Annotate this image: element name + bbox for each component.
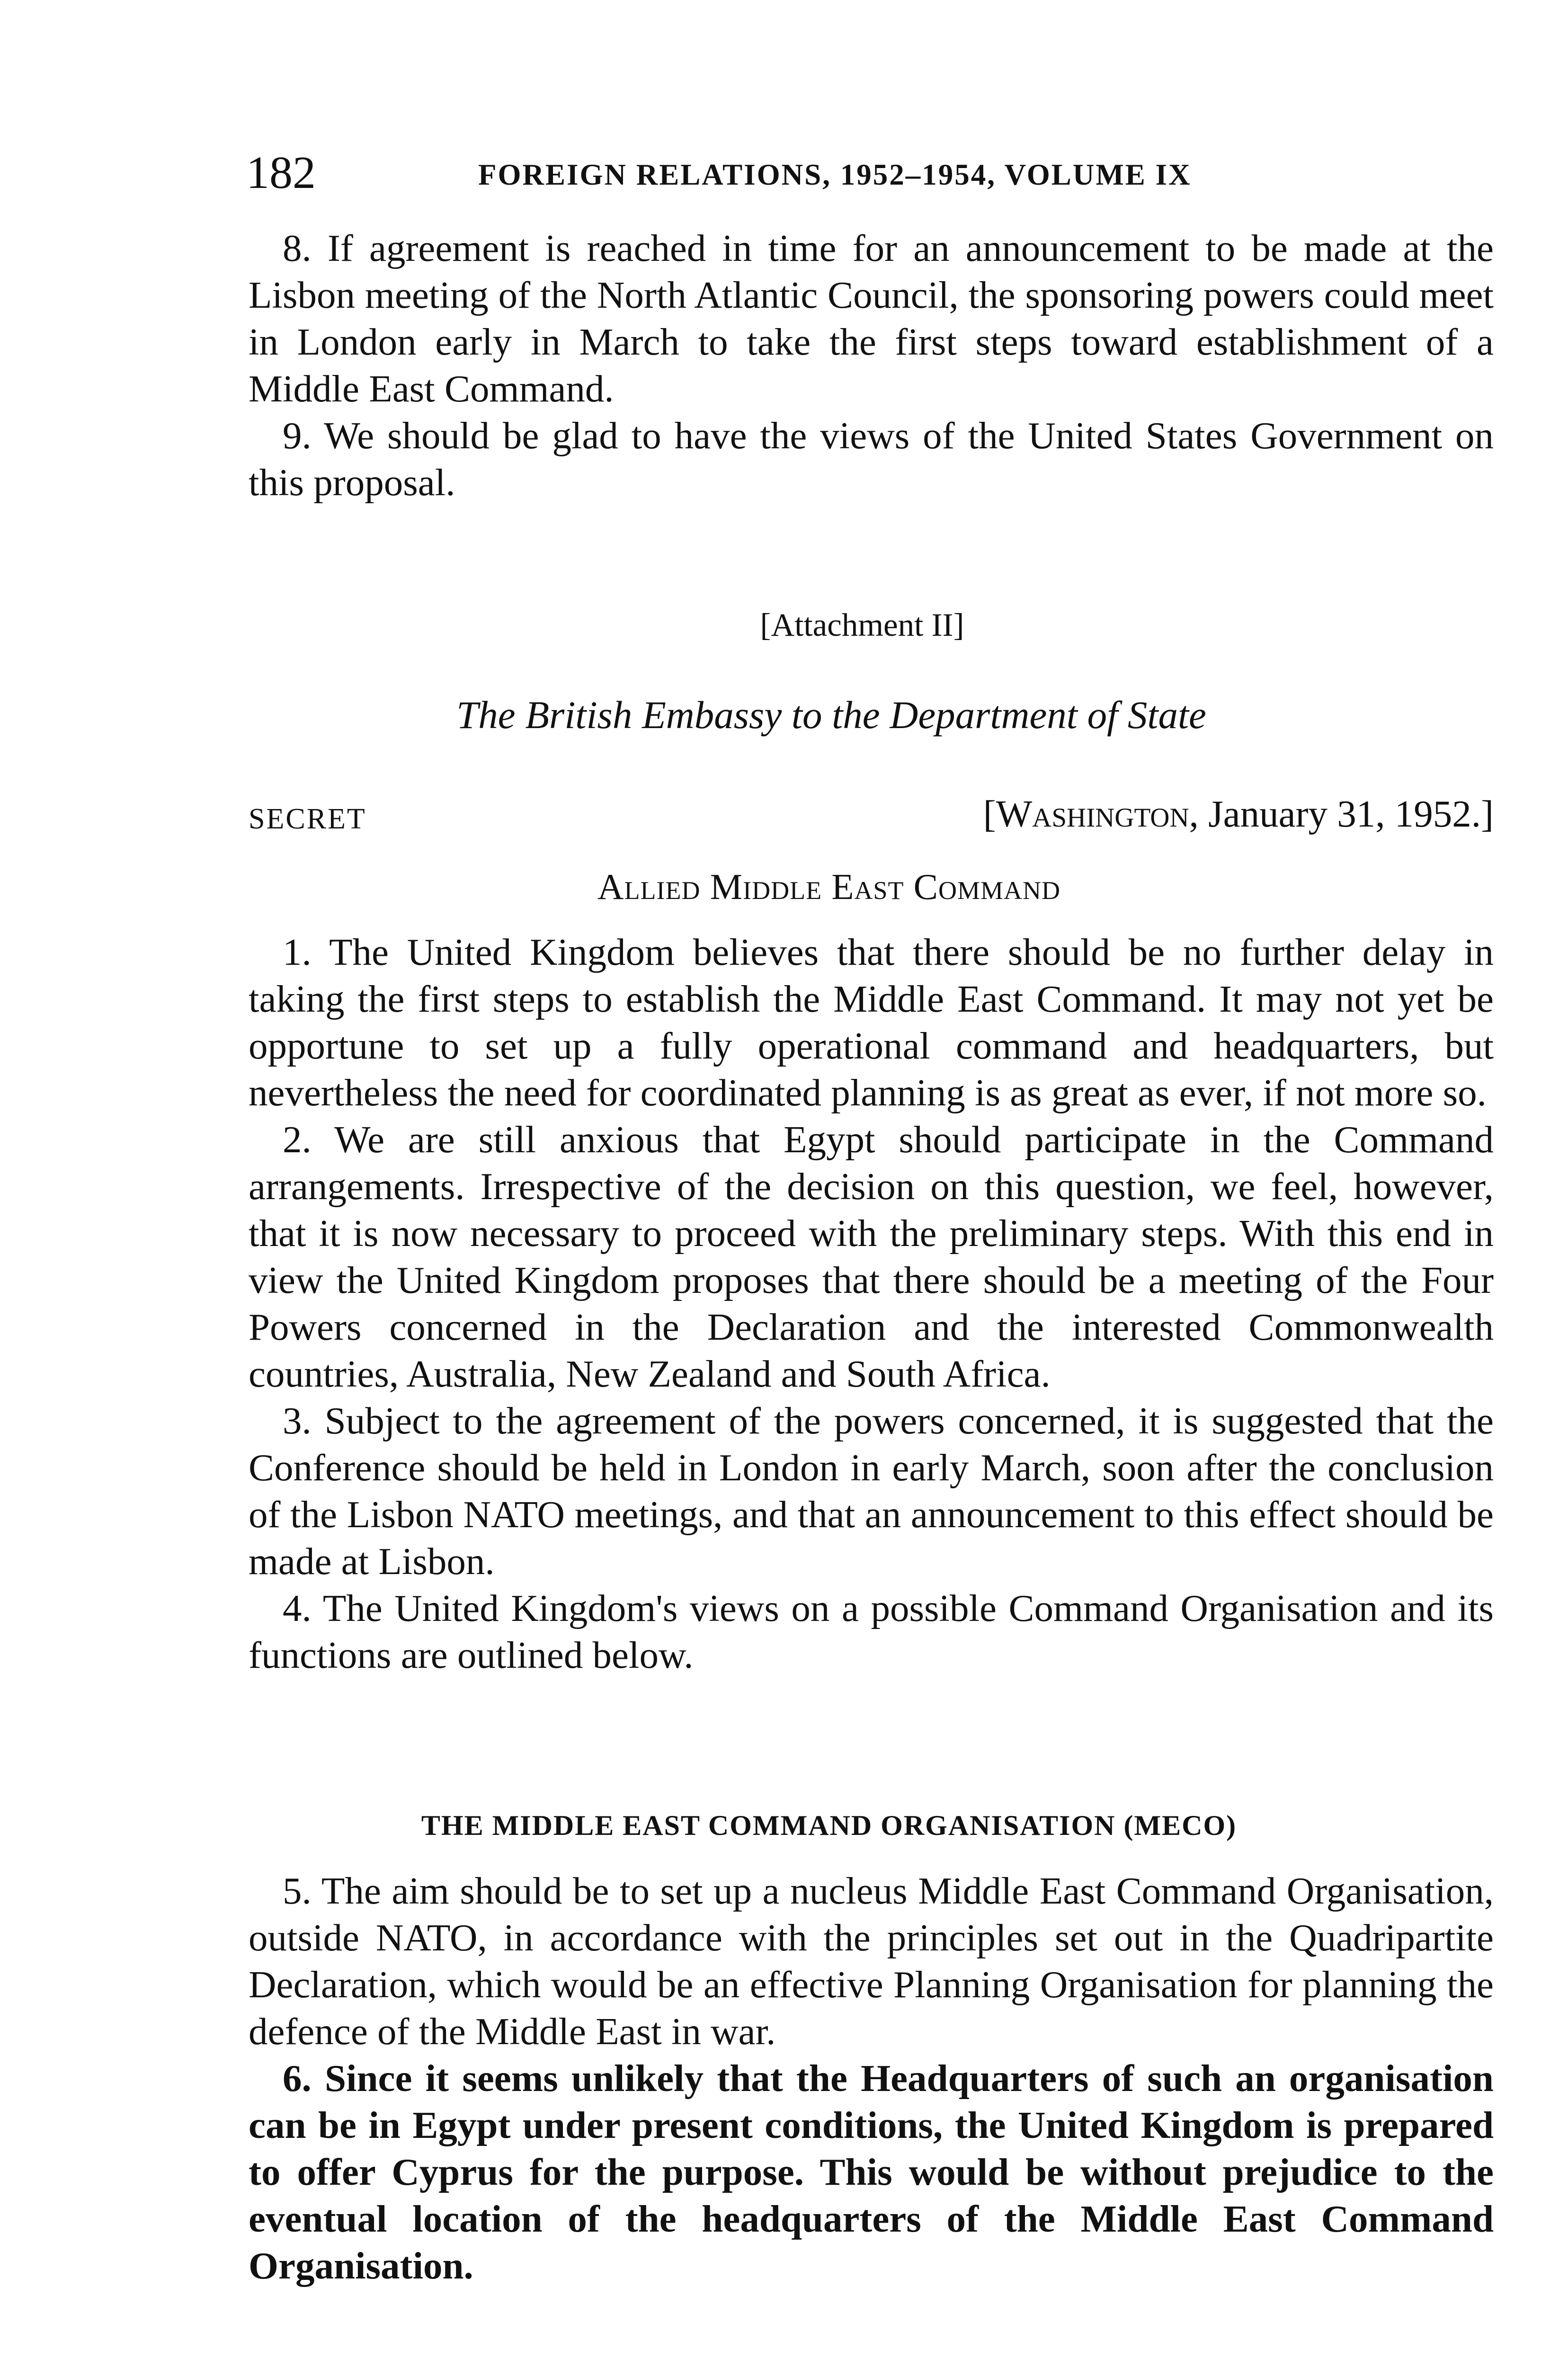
section-title: Allied Middle East Command [597,866,1061,907]
document-title: The British Embassy to the Department of State [456,693,1206,737]
attachment-label: [Attachment II] [760,607,964,643]
paragraph-5: 5. The aim should be to set up a nucleus Middle East Command Organisation, outside NATO, in accordance with the principles set out in the Quadripartite Declaration, which would be an effective Planning Organisation for planning the defence of the Middle East in war. [249,1869,1494,2053]
dateline [983,788,1494,840]
running-head: FOREIGN RELATIONS, 1952–1954, VOLUME IX [478,158,1192,191]
dateline-open: [ [983,792,996,835]
paragraph-9: 9. We should be glad to have the views of the United States Government on this proposal. [249,414,1494,504]
meco-subheading: THE MIDDLE EAST COMMAND ORGANISATION (MECO) [421,1810,1237,1841]
page-number: 182 [246,147,316,198]
page-header [246,142,1382,204]
paragraph-2: 2. We are still anxious that Egypt should participate in the Command arrangements. Irrespective of the decision on this question, we feel, however, that it is now necessary to proceed with the preliminary steps. With this end in view the United Kingdom proposes that there should be a meeting of the Four Powers concerned in the Declaration and the interested Commonwealth countries, Australia, New Zealand and South Africa. [249,1118,1494,1395]
classification-marking: SECRET [249,803,366,835]
paragraph-4: 4. The United Kingdom's views on a possible Command Organisation and its functions are outlined below. [249,1587,1494,1676]
body-paragraphs [249,929,1494,1679]
dateline-date: , January 31, 1952.] [1189,792,1494,835]
paragraph-8: 8. If agreement is reached in time for an announcement to be made at the Lisbon meeting of the North Atlantic Council, the sponsoring powers could meet in London early in March to take the first steps toward establishment of a Middle East Command. [249,227,1494,410]
meco-paragraphs [249,1868,1494,2289]
dateline-place: Washington [996,792,1189,835]
intro-paragraphs [249,225,1494,506]
paragraph-1: 1. The United Kingdom believes that there should be no further delay in taking the first steps to establish the Middle East Command. It may not yet be opportune to set up a fully operational command and headquarters, but nevertheless the need for coordinated planning is as great as ever, if not more so. [249,931,1494,1114]
paragraph-6: 6. Since it seems unlikely that the Headquarters of such an organisation can be in Egypt under present conditions, the United Kingdom is prepared to offer Cyprus for the purpose. This would be without prejudice to the eventual location of the headquarters of the Middle East Command Organisation. [249,2057,1494,2287]
paragraph-3: 3. Subject to the agreement of the powers concerned, it is suggested that the Conference should be held in London in early March, soon after the conclusion of the Lisbon NATO meetings, and that an announcement to this effect should be made at Lisbon. [249,1399,1494,1583]
